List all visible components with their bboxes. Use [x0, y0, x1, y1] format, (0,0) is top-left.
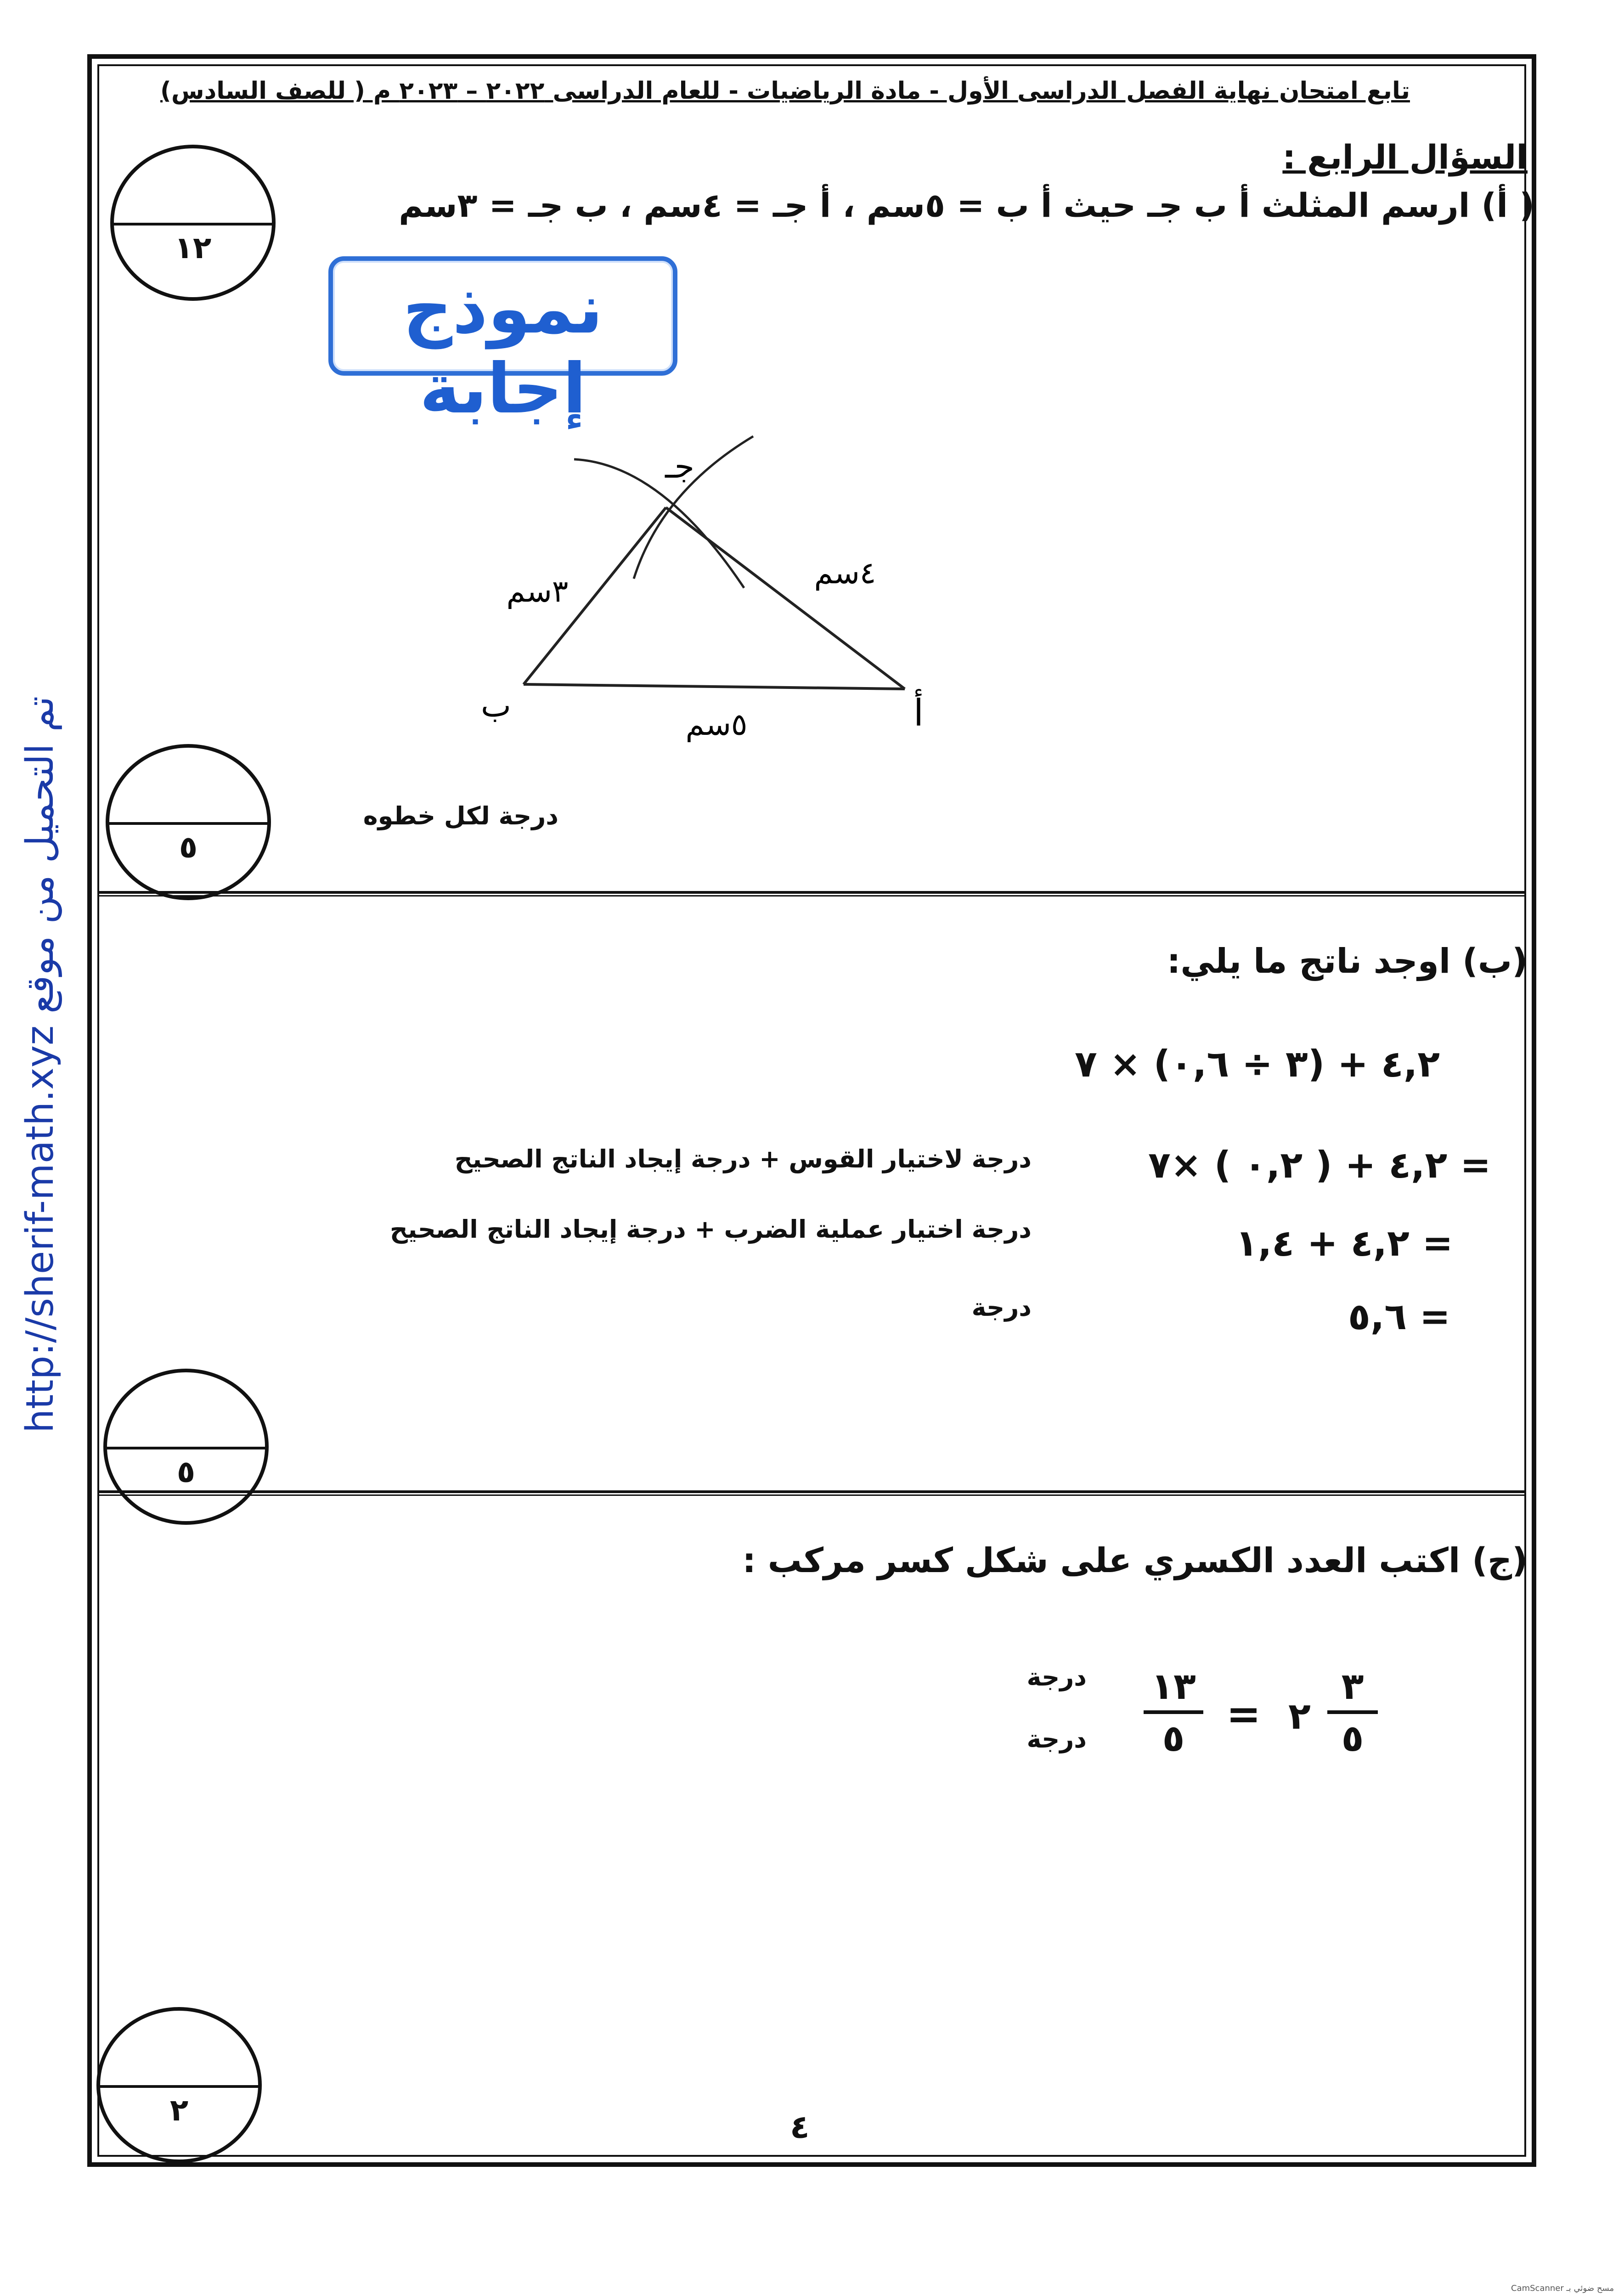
side-ca-length: ٤سم: [814, 555, 876, 591]
page-border-inner: [97, 64, 1526, 2157]
part-b-step-3-note: درجة: [971, 1293, 1032, 1322]
part-b-step-3: ٥,٦ =: [1348, 1295, 1450, 1338]
side-bc-length: ٣سم: [506, 574, 569, 609]
part-b-step-1: ٤,٢ + ( ٠,٢ ) ×٧ =: [1148, 1144, 1491, 1186]
side-ca: [666, 507, 905, 689]
triangle-drawing: [441, 413, 992, 762]
part-c-note-2: درجة: [1026, 1725, 1087, 1754]
part-b-step-1-note: درجة لاختيار القوس + درجة إيجاد الناتج الصحيح: [454, 1145, 1032, 1173]
mixed-numerator: ٣: [1341, 1665, 1364, 1708]
equals-sign: =: [1226, 1690, 1261, 1738]
part-a-text: ( أ) ارسم المثلث أ ب جـ حيث أ ب = ٥سم ، أ جـ = ٤سم ، ب جـ = ٣سم: [399, 186, 1534, 225]
part-a-note: درجة لكل خطوه: [363, 801, 558, 830]
vertex-c-label: جـ: [665, 448, 694, 485]
exam-header: تابع امتحان نهاية الفصل الدراسى الأول - مادة الرياضيات - للعام الدراسى ٢٠٢٢ – ٢٠٢٣ م ( للصف السادس): [160, 77, 1410, 105]
part-a-score: ٥: [179, 829, 198, 865]
part-b-step-2: ٤,٢ + ١,٤ =: [1235, 1222, 1453, 1264]
scanner-footer: CamScanner مسح ضوئي بـ: [1511, 2284, 1614, 2293]
part-b-step-2-note: درجة اختيار عملية الضرب + درجة إيجاد الناتج الصحيح: [389, 1215, 1032, 1244]
part-b-score-circle: [103, 1369, 269, 1525]
part-b-expression: ٤,٢ + (٣ ÷ ٠,٦) × ٧: [1075, 1043, 1440, 1085]
part-b-score: ٥: [176, 1454, 196, 1490]
page-number: ٤: [790, 2108, 810, 2146]
mixed-whole: ٢: [1288, 1695, 1311, 1737]
part-a-score-circle: [106, 744, 271, 900]
result-fraction: [1144, 1665, 1203, 1759]
part-c-note-1: درجة: [1026, 1663, 1087, 1692]
mixed-denominator: ٥: [1341, 1717, 1364, 1759]
vertex-a-label: أ: [913, 692, 924, 734]
section-divider: [97, 891, 1526, 897]
mixed-fraction: [1327, 1665, 1378, 1759]
part-c-score-circle: [96, 2007, 262, 2163]
total-score-circle: [110, 145, 276, 301]
answer-key-stamp: [328, 256, 677, 429]
side-ab: [524, 684, 905, 689]
part-b-title: (ب) اوجد ناتج ما يلي:: [1167, 942, 1528, 981]
stamp-text: نموذج إجابة: [402, 269, 603, 429]
side-ab-length: ٥سم: [685, 707, 748, 742]
part-c-title: (ج) اكتب العدد الكسري على شكل كسر مركب :: [742, 1541, 1528, 1580]
question-title: السؤال الرابع :: [1282, 138, 1528, 176]
result-numerator: ١٣: [1151, 1665, 1196, 1708]
result-denominator: ٥: [1162, 1717, 1185, 1759]
vertex-b-label: ب: [481, 687, 511, 724]
total-score: ١٢: [174, 230, 212, 266]
download-site-url[interactable]: http://sherif-math.xyz تم التحميل من موقع: [18, 696, 62, 1433]
section-divider: [97, 1490, 1526, 1496]
part-c-score: ٢: [169, 2092, 189, 2128]
